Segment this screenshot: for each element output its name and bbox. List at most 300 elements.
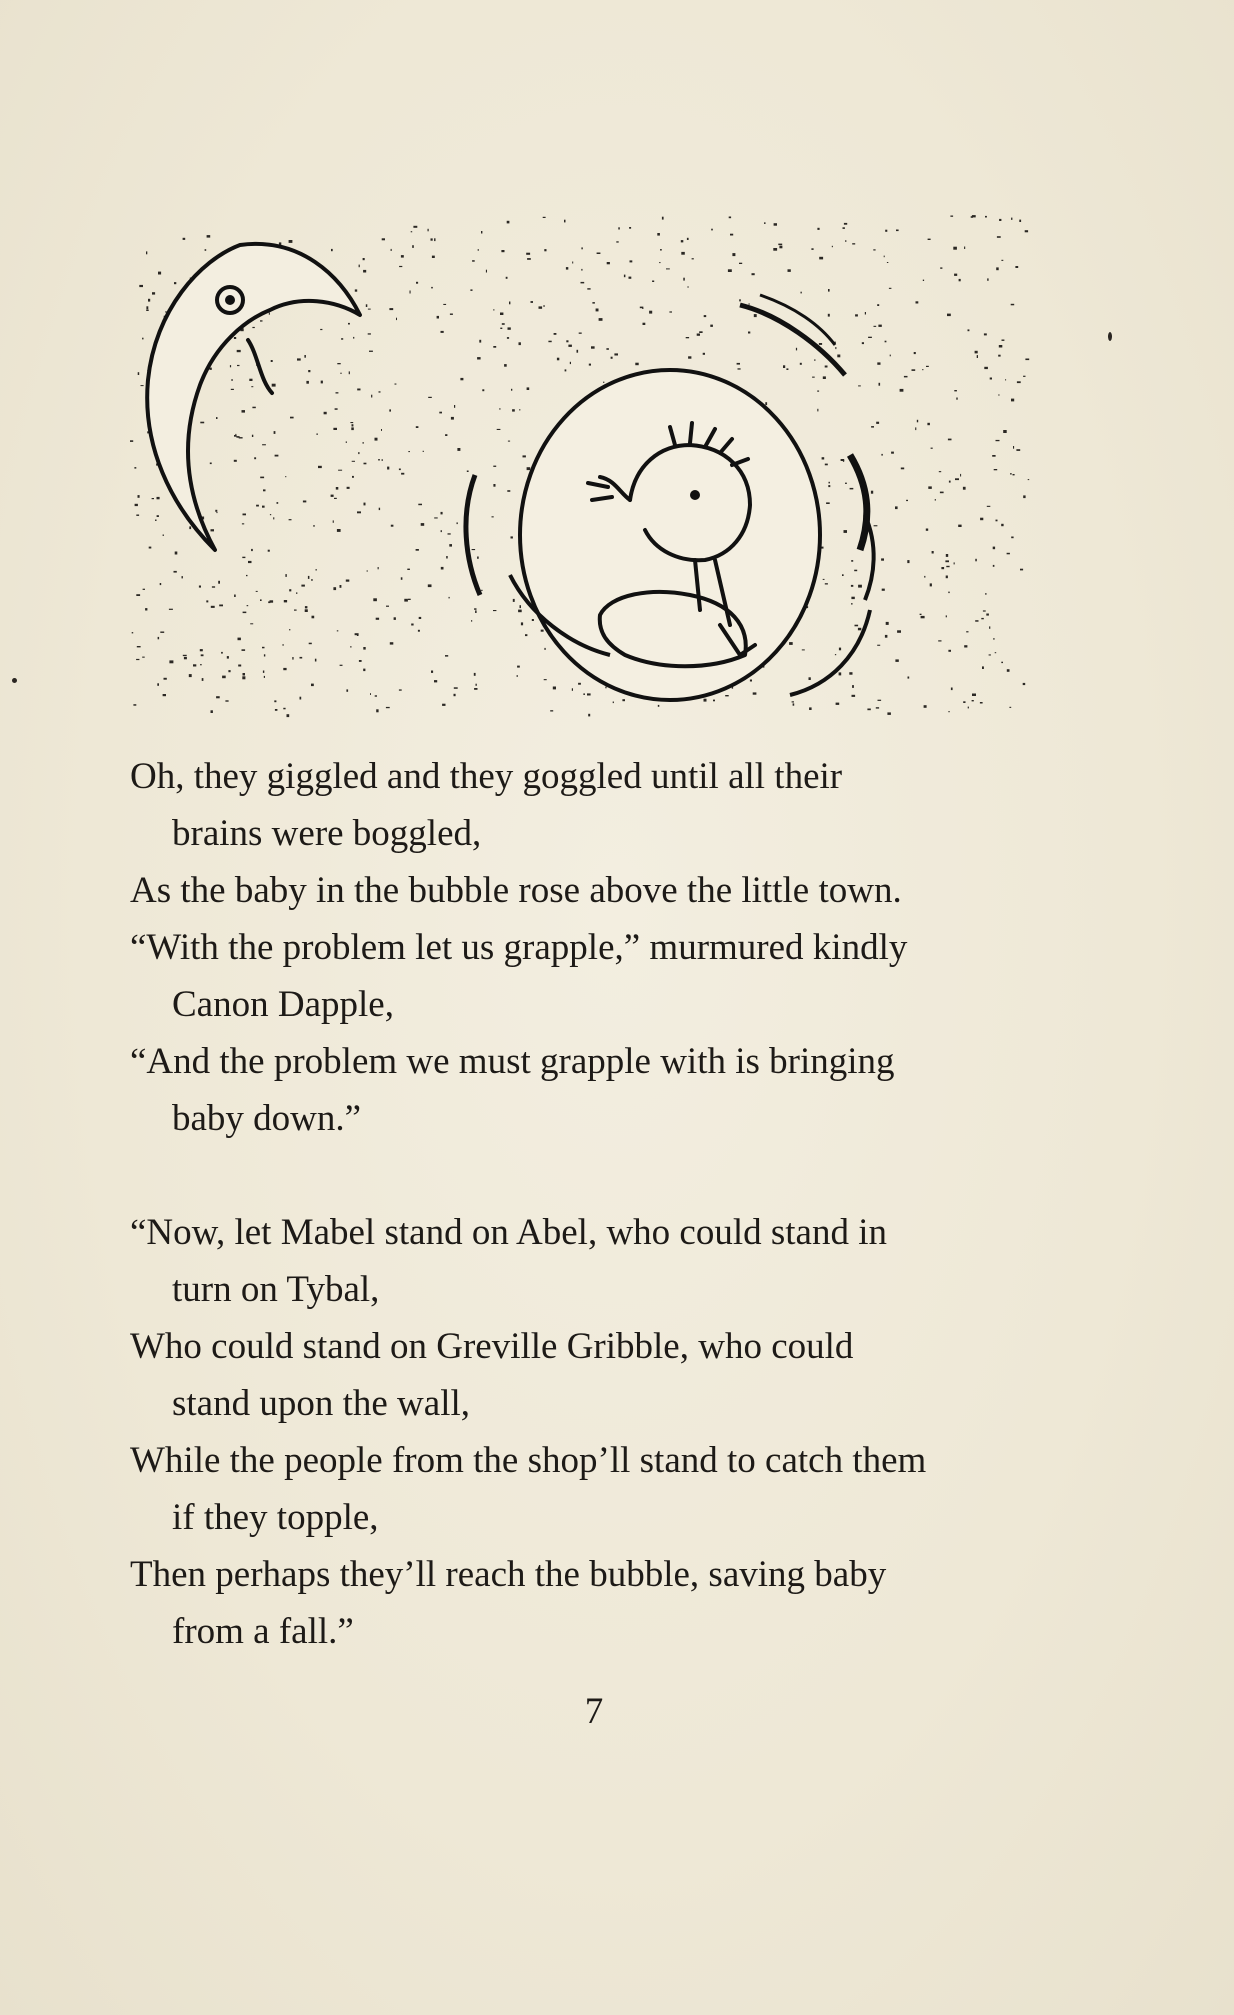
stipple-dot: [482, 389, 484, 391]
stipple-dot: [297, 358, 301, 360]
stipple-dot: [454, 687, 458, 689]
stipple-dot: [725, 695, 729, 696]
stipple-dot: [589, 364, 591, 366]
stipple-dot: [518, 610, 522, 613]
stipple-dot: [703, 353, 705, 355]
stipple-dot: [917, 420, 918, 423]
stipple-dot: [507, 221, 510, 224]
stipple-dot: [849, 672, 852, 675]
stipple-dot: [985, 216, 987, 218]
stipple-dot: [386, 707, 390, 708]
stipple-dot: [471, 620, 472, 621]
stipple-dot: [412, 245, 414, 248]
stipple-dot: [305, 609, 308, 612]
stipple-dot: [164, 678, 167, 680]
stipple-dot: [476, 684, 477, 686]
stipple-dot: [294, 610, 297, 611]
stipple-dot: [1002, 340, 1005, 341]
stipple-dot: [814, 359, 815, 361]
stipple-dot: [557, 358, 559, 361]
stipple-dot: [318, 466, 322, 468]
stipple-dot: [512, 409, 515, 411]
stipple-dot: [868, 337, 872, 338]
stipple-dot: [331, 495, 334, 497]
stipple-dot: [268, 550, 270, 552]
stipple-dot: [543, 305, 544, 307]
stipple-dot: [852, 695, 856, 697]
stipple-dot: [622, 699, 625, 701]
stipple-dot: [539, 306, 543, 308]
stipple-dot: [992, 455, 995, 457]
stipple-dot: [160, 583, 162, 585]
stipple-dot: [134, 467, 136, 469]
stipple-dot: [642, 308, 643, 309]
stipple-dot: [835, 347, 836, 349]
stipple-dot: [283, 708, 285, 710]
stipple-dot: [811, 248, 813, 250]
stipple-dot: [688, 286, 689, 287]
stipple-dot: [321, 381, 323, 384]
stipple-dot: [348, 323, 350, 325]
stipple-dot: [364, 463, 367, 465]
stipple-dot: [629, 277, 632, 279]
stipple-dot: [175, 552, 178, 555]
stipple-dot: [922, 369, 923, 370]
stipple-dot: [885, 230, 887, 232]
stipple-dot: [855, 314, 858, 316]
stipple-dot: [779, 246, 782, 249]
stipple-dot: [437, 316, 439, 319]
stipple-dot: [572, 688, 573, 691]
stipple-dot: [454, 405, 455, 408]
stipple-dot: [157, 497, 160, 499]
stipple-dot: [520, 605, 522, 608]
stipple-dot: [606, 348, 609, 350]
stipple-dot: [287, 714, 290, 717]
stipple-dot: [989, 626, 990, 628]
stipple-dot: [832, 246, 833, 247]
stipple-dot: [401, 577, 403, 580]
stipple-dot: [837, 355, 840, 358]
stipple-dot: [1020, 569, 1023, 571]
stipple-dot: [382, 459, 383, 461]
stipple-dot: [428, 229, 429, 232]
stipple-dot: [251, 386, 253, 387]
stipple-dot: [844, 530, 848, 533]
stipple-dot: [333, 587, 336, 590]
stipple-dot: [451, 417, 454, 420]
stipple-dot: [878, 700, 882, 701]
stipple-dot: [272, 384, 276, 387]
stipple-dot: [527, 467, 531, 470]
stipple-dot: [773, 248, 777, 251]
stipple-dot: [472, 260, 475, 262]
stipple-dot: [434, 517, 438, 518]
stipple-dot: [993, 638, 994, 639]
stipple-dot: [876, 422, 879, 424]
stipple-dot: [263, 489, 266, 491]
stipple-dot: [828, 314, 830, 317]
stipple-dot: [411, 624, 413, 626]
stipple-dot: [340, 585, 342, 588]
stipple-dot: [881, 454, 882, 456]
stipple-dot: [517, 675, 519, 676]
stipple-dot: [951, 688, 953, 691]
stipple-dot: [211, 529, 215, 531]
stipple-dot: [963, 701, 965, 703]
crescent-moon: [147, 244, 360, 550]
stipple-dot: [948, 439, 952, 441]
stipple-dot: [246, 575, 248, 576]
stipple-dot: [359, 660, 362, 662]
stipple-dot: [850, 488, 854, 490]
stipple-dot: [160, 632, 164, 633]
stipple-dot: [652, 281, 654, 283]
stipple-dot: [753, 692, 757, 694]
stipple-dot: [474, 688, 477, 690]
stipple-dot: [169, 609, 173, 610]
stipple-dot: [565, 369, 567, 371]
stipple-dot: [387, 467, 389, 470]
stipple-dot: [985, 593, 986, 595]
stipple-dot: [264, 676, 265, 678]
stipple-dot: [577, 350, 579, 353]
stipple-dot: [305, 606, 308, 608]
stipple-dot: [587, 288, 590, 289]
stipple-dot: [786, 368, 788, 370]
stipple-dot: [449, 597, 450, 599]
stipple-dot: [149, 547, 152, 549]
stipple-dot: [851, 603, 853, 604]
stipple-dot: [215, 510, 217, 512]
stipple-dot: [523, 455, 526, 457]
stipple-dot: [358, 452, 359, 454]
stipple-dot: [315, 659, 317, 662]
stipple-dot: [448, 533, 451, 534]
stipple-dot: [336, 487, 339, 490]
stipple-dot: [900, 389, 904, 392]
stipple-dot: [399, 266, 402, 267]
stipple-dot: [341, 338, 343, 340]
stipple-dot: [289, 629, 290, 630]
stipple-dot: [966, 631, 968, 632]
stipple-dot: [169, 660, 173, 663]
stipple-dot: [375, 438, 378, 441]
stipple-dot: [481, 590, 483, 591]
stipple-dot: [202, 678, 204, 681]
stipple-dot: [618, 227, 620, 229]
stipple-dot: [1011, 537, 1013, 539]
stipple-dot: [133, 704, 136, 706]
stipple-dot: [445, 434, 447, 436]
stipple-dot: [493, 346, 496, 348]
stipple-dot: [309, 643, 312, 645]
stipple-dot: [980, 702, 983, 704]
stipple-dot: [681, 240, 684, 242]
stipple-dot: [886, 622, 889, 625]
stipple-dot: [366, 304, 368, 307]
stipple-dot: [513, 599, 515, 602]
stipple-dot: [822, 457, 825, 459]
stipple-dot: [497, 429, 501, 430]
stipple-dot: [501, 250, 504, 252]
stipple-dot: [350, 422, 353, 423]
stipple-dot: [441, 530, 442, 532]
stipple-dot: [1011, 304, 1015, 306]
stipple-dot: [729, 217, 731, 219]
stipple-dot: [972, 694, 976, 697]
stipple-dot: [416, 282, 418, 284]
stipple-dot: [994, 469, 998, 470]
stipple-dot: [964, 247, 965, 250]
stipple-dot: [139, 285, 143, 287]
stipple-dot: [237, 350, 241, 352]
stipple-dot: [871, 426, 874, 428]
stipple-dot: [363, 270, 366, 273]
stipple-dot: [1028, 479, 1030, 480]
stipple-dot: [710, 325, 713, 327]
stipple-dot: [519, 342, 521, 345]
stipple-dot: [234, 337, 236, 339]
stipple-dot: [570, 362, 571, 364]
stipple-dot: [263, 671, 264, 673]
stipple-dot: [877, 645, 880, 646]
stipple-dot: [981, 618, 984, 619]
stipple-dot: [347, 487, 350, 489]
stipple-dot: [231, 389, 234, 390]
stipple-dot: [262, 647, 265, 649]
stipple-dot: [242, 410, 246, 413]
stipple-dot: [629, 227, 631, 229]
stipple-dot: [1015, 266, 1018, 268]
stipple-dot: [852, 243, 855, 244]
stipple-dot: [950, 216, 953, 217]
verse-line: [130, 919, 1050, 1033]
stipple-dot: [331, 249, 333, 251]
stipple-dot: [502, 323, 505, 325]
stipple-dot: [300, 697, 302, 700]
stipple-dot: [130, 440, 133, 442]
stipple-dot: [977, 355, 978, 358]
stipple-dot: [635, 363, 638, 366]
verse-line-text: As the baby in the bubble rose above the little town.: [130, 870, 902, 911]
stipple-dot: [189, 674, 192, 677]
stipple-dot: [391, 525, 394, 527]
stipple-dot: [508, 441, 510, 442]
stipple-dot: [999, 219, 1001, 221]
stipple-dot: [478, 249, 479, 250]
stipple-dot: [938, 640, 941, 641]
stipple-dot: [924, 576, 925, 578]
stipple-dot: [352, 476, 354, 478]
stipple-dot: [346, 580, 350, 582]
stipple-dot: [732, 253, 735, 256]
verse-line-continuation: stand upon the wall,: [172, 1383, 471, 1424]
stipple-dot: [819, 343, 822, 345]
stipple-dot: [521, 622, 523, 625]
stipple-dot: [359, 265, 360, 268]
stipple-dot: [303, 501, 306, 503]
stipple-dot: [411, 231, 413, 232]
stipple-dot: [968, 329, 970, 331]
verse-line-continuation: brains were boggled,: [172, 813, 482, 854]
stipple-dot: [274, 700, 276, 702]
stipple-dot: [218, 581, 220, 584]
stipple-dot: [867, 709, 870, 711]
stipple-dot: [238, 665, 241, 667]
stipple-dot: [381, 429, 382, 431]
stipple-dot: [479, 340, 481, 343]
stipple-dot: [368, 333, 371, 334]
stipple-dot: [290, 417, 294, 419]
stipple-dot: [509, 302, 510, 305]
stipple-dot: [526, 253, 530, 255]
stipple-dot: [379, 508, 380, 510]
stipple-dot: [378, 567, 379, 569]
stipple-dot: [200, 422, 204, 424]
stipple-dot: [774, 223, 777, 226]
stipple-dot: [541, 630, 544, 632]
stipple-dot: [591, 346, 595, 348]
verse-line-text: “Now, let Mabel stand on Abel, who could stand in: [130, 1212, 888, 1253]
stipple-dot: [817, 409, 818, 412]
stipple-dot: [890, 355, 891, 357]
stipple-dot: [611, 357, 613, 359]
stipple-dot: [616, 241, 618, 242]
stipple-dot: [891, 452, 894, 454]
stipple-dot: [887, 262, 888, 263]
stipple-dot: [839, 672, 842, 675]
stipple-dot: [474, 608, 476, 610]
stipple-dot: [895, 506, 898, 509]
stipple-dot: [980, 518, 983, 521]
stipple-dot: [357, 389, 360, 391]
stipple-dot: [825, 464, 828, 466]
stipple-dot: [1025, 359, 1029, 361]
stipple-dot: [132, 632, 134, 633]
stipple-dot: [474, 673, 476, 676]
stipple-dot: [470, 289, 472, 291]
stipple-dot: [262, 506, 265, 508]
stipple-dot: [408, 451, 410, 452]
stipple-dot: [858, 628, 861, 631]
stipple-dot: [989, 654, 991, 655]
stipple-dot: [566, 340, 568, 342]
stipple-dot: [554, 333, 557, 335]
paper-speck: [1108, 332, 1112, 341]
stipple-dot: [923, 280, 924, 281]
stipple-dot: [884, 256, 885, 258]
stipple-dot: [904, 376, 908, 378]
stipple-dot: [205, 249, 207, 251]
stipple-dot: [566, 267, 568, 270]
stipple-dot: [346, 689, 348, 691]
stipple-dot: [363, 258, 365, 260]
stipple-dot: [238, 638, 241, 641]
stipple-dot: [373, 598, 377, 601]
stipple-dot: [603, 382, 604, 383]
stipple-dot: [357, 511, 361, 513]
stipple-dot: [941, 567, 944, 569]
stipple-dot: [544, 648, 545, 650]
stipple-dot: [227, 656, 229, 659]
stipple-dot: [998, 355, 1000, 357]
stipple-dot: [643, 323, 646, 325]
stipple-dot: [711, 229, 713, 231]
stipple-dot: [948, 711, 950, 712]
stipple-dot: [704, 699, 707, 702]
stipple-dot: [389, 409, 391, 411]
stipple-dot: [692, 258, 694, 259]
verse-line-text: Then perhaps they’ll reach the bubble, saving baby: [130, 1554, 887, 1595]
stipple-dot: [504, 364, 507, 367]
stipple-dot: [285, 574, 286, 577]
stipple-dot: [687, 238, 689, 240]
stipple-dot: [836, 703, 840, 705]
stipple-dot: [845, 240, 846, 242]
stipple-dot: [839, 648, 841, 651]
stipple-dot: [210, 463, 212, 465]
stipple-dot: [500, 328, 502, 329]
stipple-dot: [445, 655, 448, 657]
stipple-dot: [413, 226, 417, 228]
stipple-dot: [275, 709, 278, 711]
stipple-dot: [507, 490, 510, 492]
stipple-dot: [587, 693, 591, 695]
stipple-dot: [431, 671, 433, 673]
stipple-dot: [657, 233, 660, 236]
stipple-dot: [416, 426, 419, 428]
stipple-dot: [659, 262, 660, 263]
stipple-dot: [148, 299, 150, 302]
stipple-dot: [247, 605, 249, 606]
stipple-dot: [819, 257, 823, 260]
stipple-dot: [896, 230, 899, 232]
stipple-dot: [548, 341, 551, 343]
stipple-dot: [443, 304, 446, 305]
stipple-dot: [493, 309, 494, 310]
stipple-dot: [624, 275, 626, 278]
stipple-dot: [449, 544, 452, 547]
stipple-dot: [399, 469, 401, 471]
stipple-dot: [939, 471, 941, 472]
stipple-dot: [960, 474, 961, 477]
stipple-dot: [216, 696, 220, 698]
stipple-dot: [931, 448, 933, 449]
stipple-dot: [947, 314, 951, 317]
stipple-dot: [352, 424, 354, 426]
stipple-dot: [748, 332, 750, 334]
stipple-dot: [284, 600, 287, 602]
stipple-dot: [954, 390, 957, 391]
stipple-dot: [418, 630, 420, 632]
stipple-dot: [355, 289, 357, 291]
verse-line-text: “And the problem we must grapple with is bringing: [130, 1041, 895, 1082]
stipple-dot: [289, 589, 291, 591]
stipple-dot: [597, 253, 601, 255]
stipple-dot: [250, 623, 253, 624]
stipple-dot: [954, 274, 957, 276]
stipple-dot: [581, 282, 585, 284]
stipple-dot: [828, 289, 830, 292]
stipple-dot: [212, 586, 215, 587]
stipple-dot: [1023, 683, 1025, 685]
stipple-dot: [252, 327, 254, 328]
stipple-dot: [564, 220, 566, 223]
stipple-dot: [982, 666, 984, 669]
stipple-dot: [282, 644, 283, 645]
stipple-dot: [544, 679, 547, 680]
